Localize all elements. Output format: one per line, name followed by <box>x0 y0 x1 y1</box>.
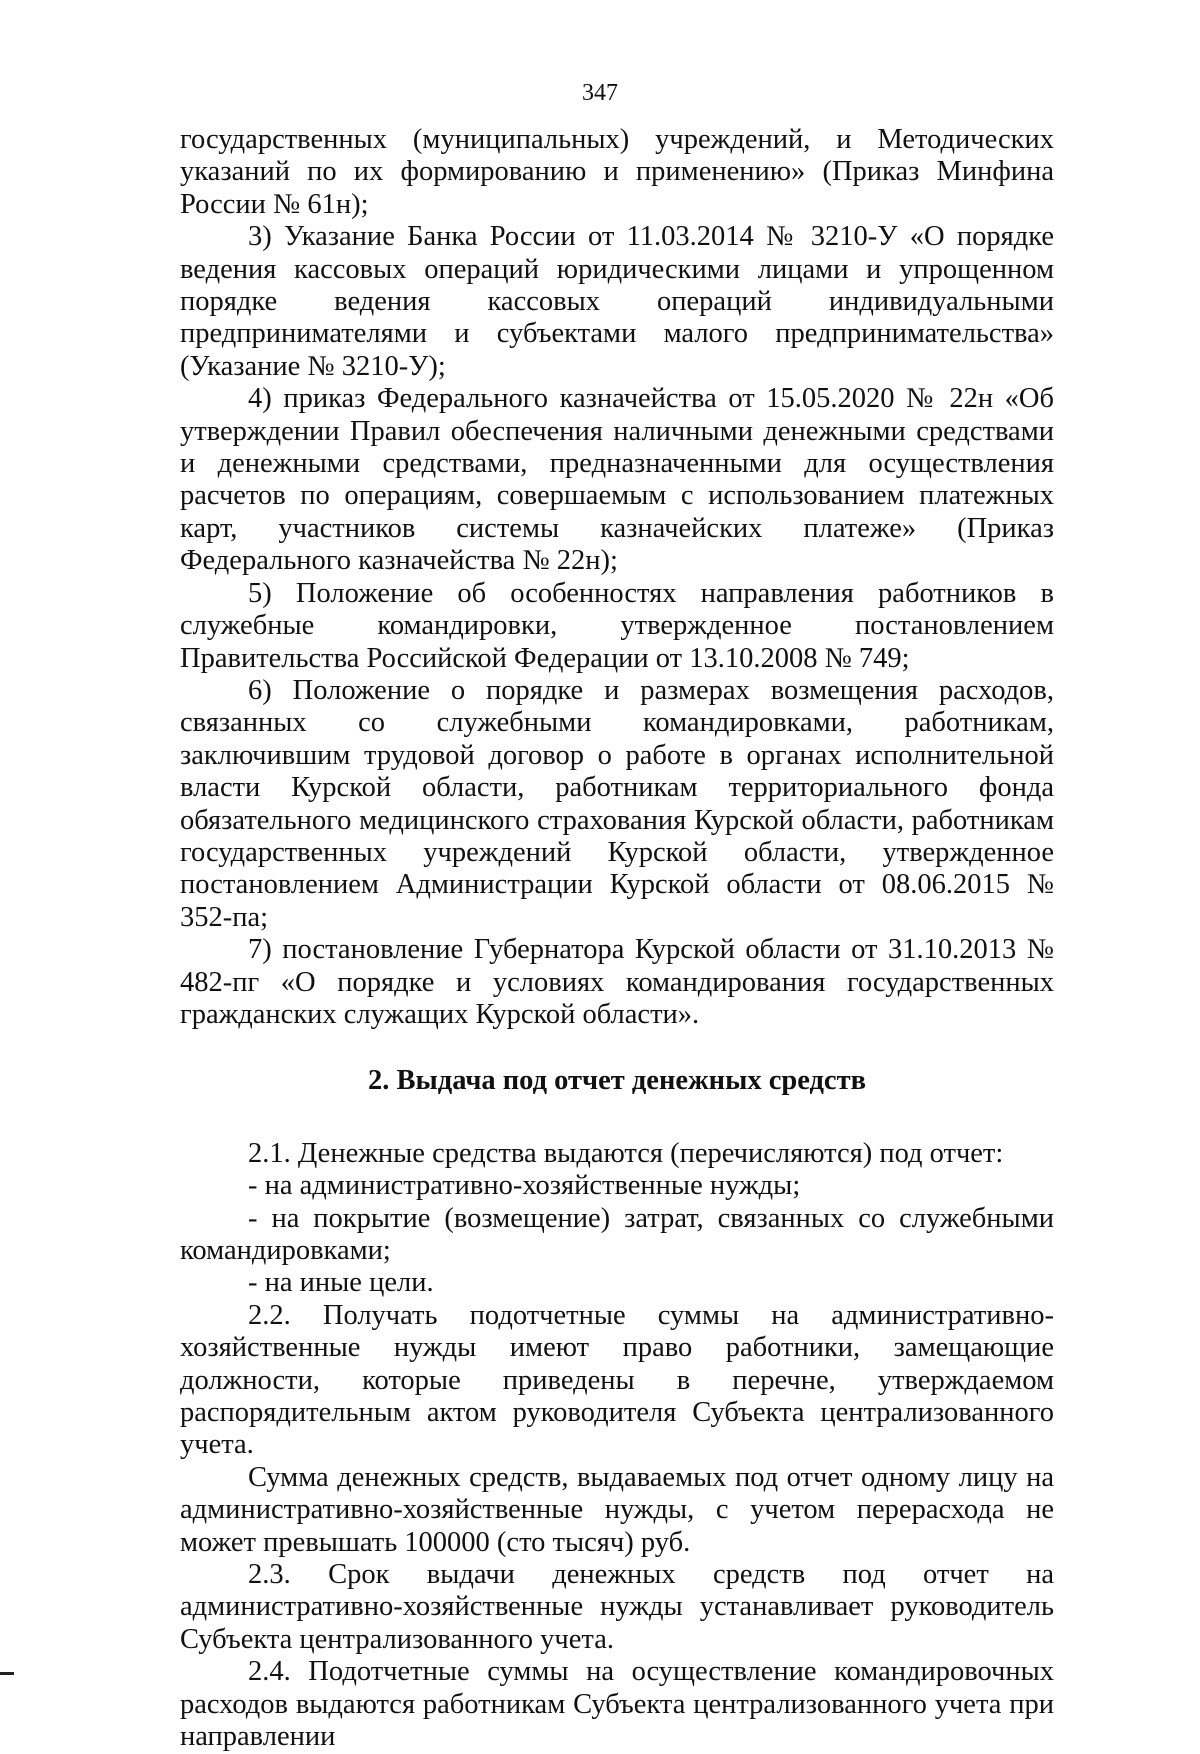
list-item-bank-directive: 3) Указание Банка России от 11.03.2014 № 3210-У «О порядке ведения кассовых операций юридическими лицами и упрощенном порядке ведения кассовых операций индивидуальными предпринимателями и субъектами малого предпринимательства» (Указание № 3210-У); <box>180 221 1054 382</box>
document-body <box>180 124 1054 1754</box>
clause-2-4: 2.4. Подотчетные суммы на осуществление командировочных расходов выдаются работникам Субъекта централизованного учета при направлении <box>180 1656 1054 1753</box>
clause-2-2-limit: Сумма денежных средств, выдаваемых под отчет одному лицу на административно-хозяйственные нужды, с учетом перерасхода не может превышать 100000 (сто тысяч) руб. <box>180 1461 1054 1558</box>
section-heading: 2. Выдача под отчет денежных средств <box>368 1065 866 1097</box>
list-item-regulation-352: 6) Положение о порядке и размерах возмещения расходов, связанных со служебными командировками, работникам, заключившим трудовой договор о работе в органах исполнительной власти Курской области, работникам территориального фонда обязательного медицинского страхования Курской области, работникам государственных учреждений Курской области, утвержденное постановлением Администрации Курской области от 08.06.2015 № 352-па; <box>180 674 1054 933</box>
clause-2-2: 2.2. Получать подотчетные суммы на административно-хозяйственные нужды имеют право работники, замещающие должности, которые приведены в перечне, утверждаемом распорядительным актом руководителя Субъекта централизованного учета. <box>180 1299 1054 1461</box>
paragraph-continuation: государственных (муниципальных) учреждений, и Методических указаний по их формированию и применению» (Приказ Минфина России № 61н); <box>180 124 1054 220</box>
clause-2-3: 2.3. Срок выдачи денежных средств под отчет на административно-хозяйственные нужды устанавливает руководитель Субъекта централизованного учета. <box>180 1559 1054 1655</box>
list-item-governor-decree: 7) постановление Губернатора Курской области от 31.10.2013 № 482-пг «О порядке и условиях командирования государственных гражданских служащих Курской области». <box>180 934 1054 1030</box>
bullet-item: - на административно-хозяйственные нужды; <box>248 1170 801 1202</box>
page-number: 347 <box>582 80 618 106</box>
margin-mark <box>0 1672 14 1675</box>
bullet-item: - на покрытие (возмещение) затрат, связанных со служебными командировками; <box>180 1202 1054 1266</box>
list-item-regulation-749: 5) Положение об особенностях направления работников в служебные командировки, утвержденное постановлением Правительства Российской Федерации от 13.10.2008 № 749; <box>180 577 1054 674</box>
clause-2-1: 2.1. Денежные средства выдаются (перечисляются) под отчет: <box>248 1137 1004 1169</box>
list-item-treasury-order: 4) приказ Федерального казначейства от 15.05.2020 № 22н «Об утверждении Правил обеспечения наличными денежными средствами и денежными средствами, предназначенными для осуществления расчетов по операциям, совершаемым с использованием платежных карт, участников системы казначейских платеже» (Приказ Федерального казначейства № 22н); <box>180 383 1054 577</box>
bullet-item: - на иные цели. <box>248 1267 434 1299</box>
